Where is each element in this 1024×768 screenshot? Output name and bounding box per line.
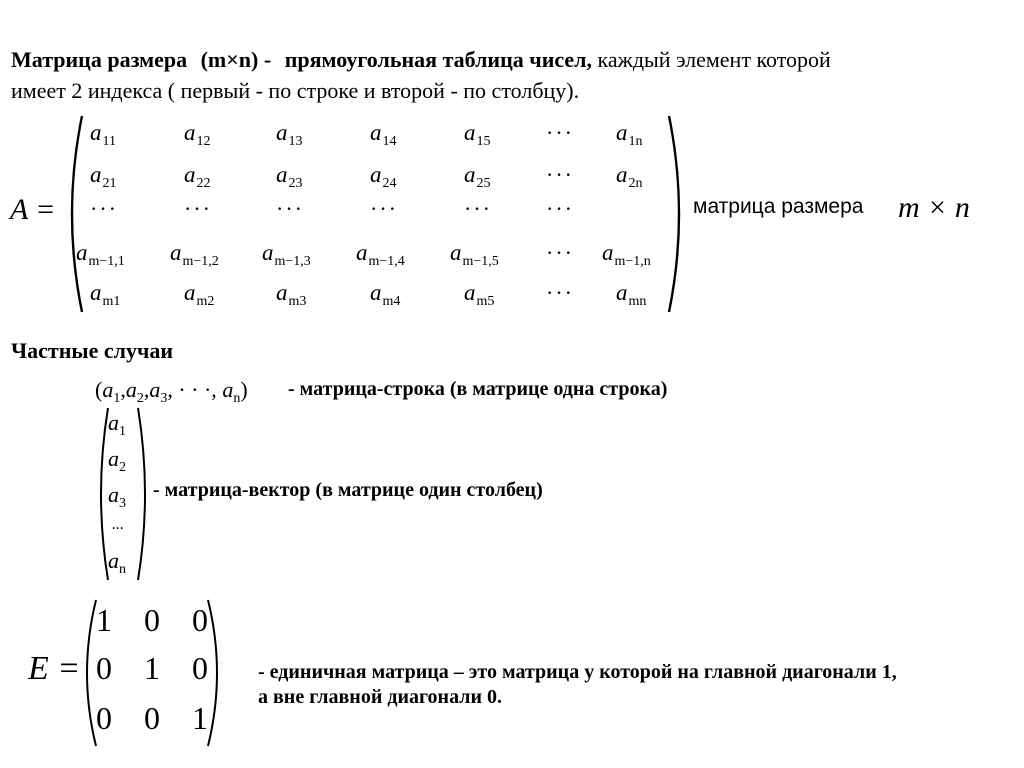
identity-element: 0	[144, 700, 160, 736]
row-vector-comma: ,	[120, 377, 126, 402]
matrix-element: $a_{23}$	[276, 162, 303, 191]
row-vector-element: $a_2$	[125, 377, 144, 406]
matrix-ellipsis: ···	[464, 196, 492, 221]
row-vector-comma: ,	[143, 377, 150, 402]
matrix-element: $a_{22}$	[184, 162, 211, 191]
identity-element: 0	[144, 602, 160, 638]
big-matrix-caption: матрица размера	[693, 195, 864, 218]
special-cases-heading: Частные случаи	[11, 338, 174, 363]
identity-element: 0	[192, 602, 208, 638]
row-vector-element: $a_1$	[102, 377, 121, 406]
column-vector-element: $a_2$	[108, 446, 126, 475]
matrix-ellipsis: ···	[546, 162, 574, 187]
row-vector-element: $a_n$	[222, 377, 241, 406]
matrix-element: $a_{13}$	[276, 120, 303, 149]
matrix-element: $a_{1n}$	[616, 120, 643, 149]
matrix-element: $a_{mn}$	[616, 280, 647, 309]
matrix-element: $a_{12}$	[184, 120, 211, 149]
matrix-ellipsis: ···	[370, 196, 398, 221]
matrix-element: $a_{m-1,2}$	[170, 240, 219, 269]
intro-definition-bold: прямоугольная таблица чисел,	[284, 47, 593, 72]
identity-element: 0	[96, 700, 112, 736]
big-matrix-left-paren	[58, 114, 88, 314]
matrix-element: $a_{m-1,5}$	[450, 240, 499, 269]
matrix-element: $a_{m-1,n}$	[602, 240, 651, 269]
row-vector-expression	[95, 377, 248, 407]
identity-element: 1	[96, 602, 112, 638]
matrix-element: $a_{11}$	[90, 120, 116, 149]
intro-dims: (m×n) -	[200, 47, 272, 72]
row-vector-open-paren: (	[95, 377, 103, 402]
matrix-element: $a_{m3}$	[276, 280, 307, 309]
intro-term: Матрица размера	[11, 47, 188, 72]
matrix-ellipsis: ···	[546, 280, 574, 305]
identity-caption-line1: - единичная матрица – это матрица у которой на главной диагонали 1,	[258, 661, 897, 683]
column-vector-caption: - матрица-вектор (в матрице один столбец)	[153, 479, 543, 501]
matrix-element: $a_{m-1,3}$	[262, 240, 311, 269]
matrix-element: $a_{25}$	[464, 162, 491, 191]
row-vector-caption: - матрица-строка (в матрице одна строка)	[288, 378, 668, 400]
matrix-ellipsis: ···	[184, 196, 212, 221]
matrix-element: $a_{m2}$	[184, 280, 215, 309]
matrix-element: $a_{14}$	[370, 120, 397, 149]
big-matrix-lhs: A =	[10, 193, 56, 226]
column-vector-element: $a_n$	[108, 548, 126, 577]
identity-caption-line2: а вне главной диагонали 0.	[258, 686, 503, 708]
row-vector-ellipsis: , · · ·,	[167, 377, 223, 402]
matrix-ellipsis: ···	[546, 120, 574, 145]
matrix-ellipsis: ···	[276, 196, 304, 221]
identity-element: 1	[144, 650, 160, 686]
matrix-element: $a_{m5}$	[464, 280, 495, 309]
column-vector-right-paren	[134, 406, 154, 582]
row-vector-close-paren: )	[240, 377, 248, 402]
intro-paragraph	[11, 44, 1011, 106]
identity-element: 0	[96, 650, 112, 686]
identity-element: 1	[192, 700, 208, 736]
big-matrix-right-paren	[663, 114, 693, 314]
matrix-element: $a_{2n}$	[616, 162, 643, 191]
row-vector-element: $a_3$	[149, 377, 168, 406]
big-matrix-dims: m × n	[898, 191, 970, 224]
matrix-ellipsis: ···	[90, 196, 118, 221]
column-vector-ellipsis: ...	[112, 516, 124, 533]
matrix-ellipsis: ···	[546, 240, 574, 265]
matrix-element: $a_{m1}$	[90, 280, 121, 309]
matrix-element: $a_{21}$	[90, 162, 117, 191]
identity-caption	[258, 660, 897, 710]
identity-lhs: E =	[28, 650, 81, 687]
matrix-element: $a_{m4}$	[370, 280, 401, 309]
intro-definition-rest: каждый элемент которой	[592, 47, 831, 72]
column-vector-element: $a_3$	[108, 482, 126, 511]
matrix-element: $a_{15}$	[464, 120, 491, 149]
column-vector-element: $a_1$	[108, 410, 126, 439]
matrix-element: $a_{24}$	[370, 162, 397, 191]
identity-element: 0	[192, 650, 208, 686]
matrix-element: $a_{m-1,4}$	[356, 240, 405, 269]
intro-line2: имеет 2 индекса ( первый - по строке и второй - по столбцу).	[11, 78, 580, 103]
matrix-ellipsis: ···	[546, 196, 574, 221]
matrix-element: $a_{m-1,1}$	[76, 240, 125, 269]
